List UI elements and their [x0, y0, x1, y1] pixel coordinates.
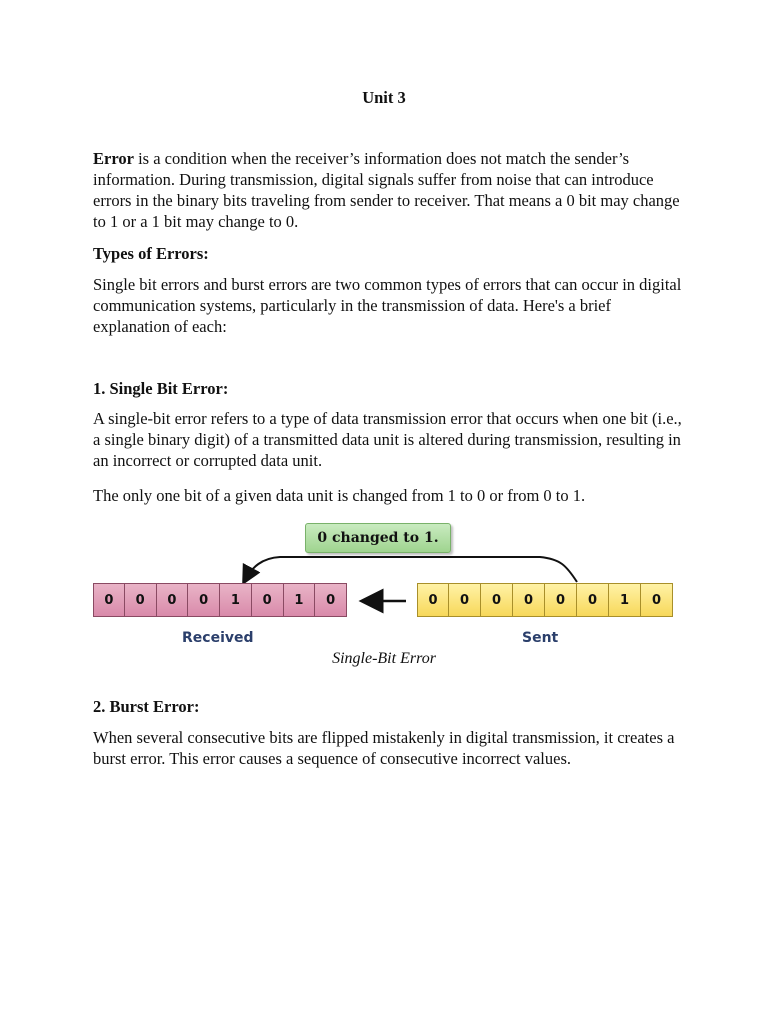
intro-term: Error — [93, 149, 134, 168]
sent-bit: 0 — [449, 583, 481, 617]
page-title: Unit 3 — [362, 88, 406, 107]
received-bit: 0 — [188, 583, 220, 617]
change-callout: 0 changed to 1. — [305, 523, 451, 553]
received-bit: 0 — [157, 583, 189, 617]
received-label: Received — [182, 630, 254, 646]
burst-paragraph: When several consecutive bits are flipped mistakenly in digital transmission, it creates a burst error. This error causes a sequence of consecutive incorrect values. — [93, 728, 675, 768]
received-bit: 0 — [252, 583, 284, 617]
sent-bit: 0 — [577, 583, 609, 617]
received-bit: 0 — [93, 583, 125, 617]
sent-bit: 0 — [513, 583, 545, 617]
types-heading: Types of Errors: — [93, 244, 209, 263]
received-bit: 1 — [284, 583, 316, 617]
types-paragraph: Single bit errors and burst errors are two common types of errors that can occur in digital communication systems, particularly in the transmission of data. Here's a brief explanation of each: — [93, 275, 682, 336]
change-arrow — [245, 557, 577, 582]
single-bit-paragraph: A single-bit error refers to a type of data transmission error that occurs when one bit (i.e., a single binary digit) of a transmitted data unit is altered during transmission, resulting in an incorrect or corrupted data unit. — [93, 409, 682, 470]
received-bits — [93, 583, 347, 617]
intro-paragraph — [93, 148, 683, 232]
sent-bit: 0 — [481, 583, 513, 617]
single-bit-note: The only one bit of a given data unit is changed from 1 to 0 or from 0 to 1. — [93, 486, 586, 505]
sent-bit: 0 — [641, 583, 673, 617]
received-bit: 0 — [315, 583, 347, 617]
sent-bit: 0 — [417, 583, 449, 617]
received-bit: 1 — [220, 583, 252, 617]
single-bit-error-diagram — [0, 515, 768, 675]
burst-heading: 2. Burst Error: — [93, 697, 200, 716]
sent-label: Sent — [522, 630, 559, 646]
received-bit: 0 — [125, 583, 157, 617]
sent-bit: 1 — [609, 583, 641, 617]
sent-bit: 0 — [545, 583, 577, 617]
diagram-caption: Single-Bit Error — [332, 650, 436, 667]
intro-text: is a condition when the receiver’s information does not match the sender’s information. During transmission, digital signals suffer from noise that can introduce errors in the binary bits traveling from sender to receiver. That means a 0 bit may change to 1 or a 1 bit may change to 0. — [93, 149, 680, 231]
sent-bits — [417, 583, 673, 617]
single-bit-heading: 1. Single Bit Error: — [93, 379, 229, 398]
